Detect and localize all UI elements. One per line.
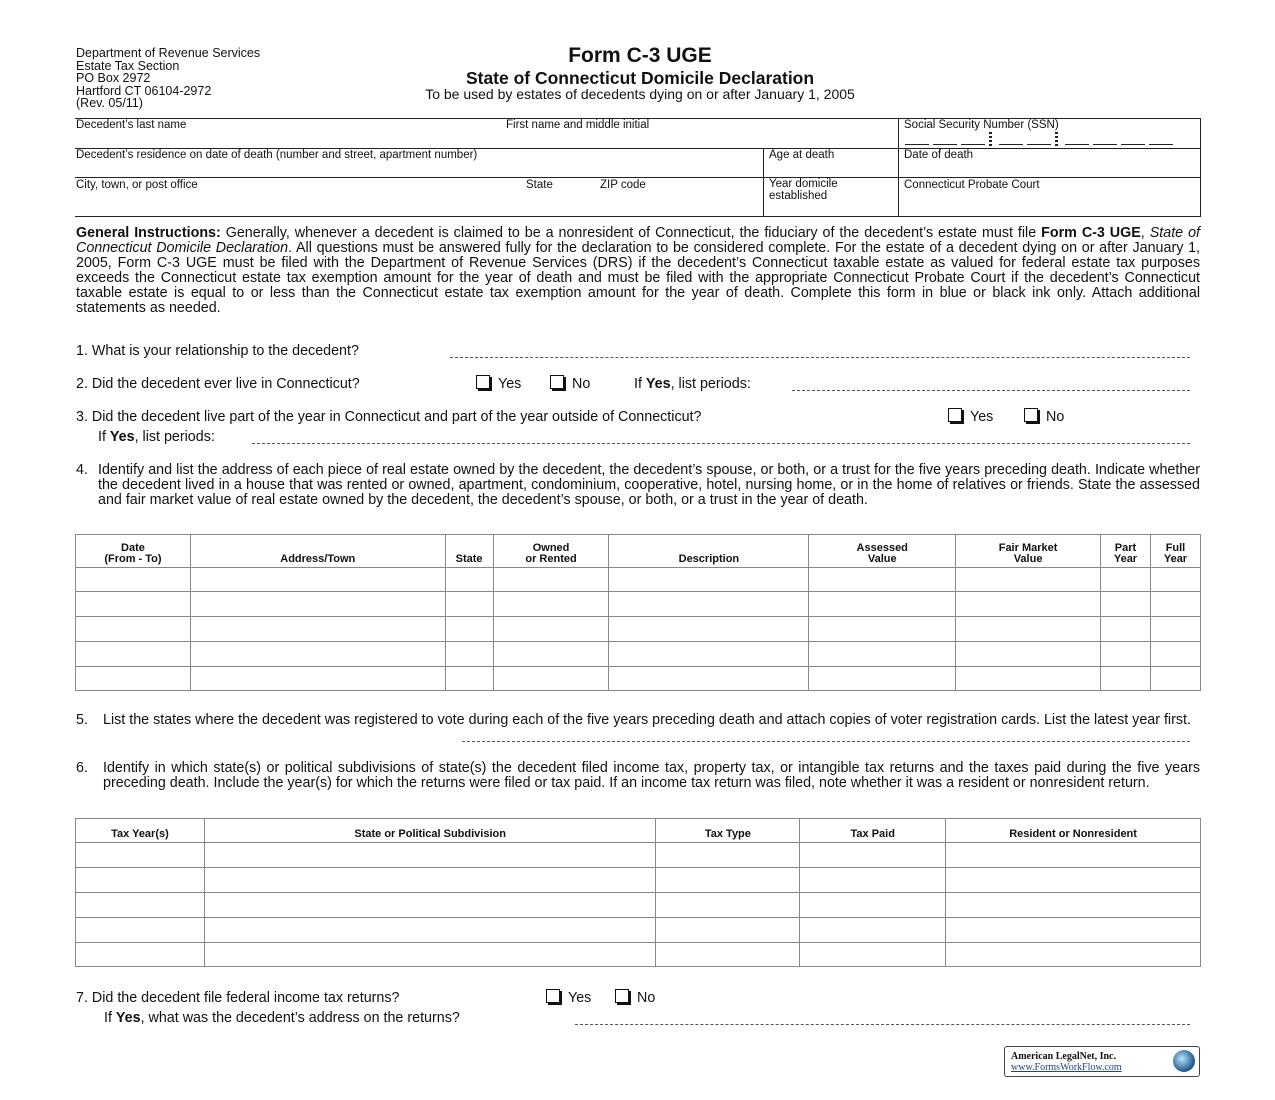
checkbox[interactable] bbox=[615, 989, 629, 1003]
question-2: 2. Did the decedent ever live in Connecticut? bbox=[76, 376, 360, 392]
form-note: To be used by estates of decedents dying on or after January 1, 2005 bbox=[425, 86, 855, 102]
question-6-number: 6. bbox=[76, 760, 88, 776]
q3-if-yes: If Yes, list periods: bbox=[98, 429, 215, 445]
legalnet-logo[interactable] bbox=[1004, 1046, 1200, 1077]
question-6: Identify in which state(s) or political subdivisions of state(s) the decedent filed income tax, property tax, or intangible tax returns and the taxes paid during the five years preceding death. Include the year(s) for which the returns were filed or tax paid. If an income tax return was filed, note whether it was a resident or nonresident return. bbox=[103, 760, 1200, 791]
checkbox[interactable] bbox=[476, 375, 490, 389]
question-5-number: 5. bbox=[76, 712, 88, 728]
col-fair-market-value: Fair Market Value bbox=[956, 535, 1101, 568]
agency-line: Department of Revenue Services bbox=[76, 46, 261, 60]
table-row[interactable] bbox=[76, 592, 1201, 617]
q3-periods-input[interactable] bbox=[252, 443, 1190, 444]
zip-field[interactable]: ZIP code bbox=[600, 179, 646, 191]
table-header-row bbox=[76, 819, 1201, 843]
year-domicile-field[interactable]: Year domicile established bbox=[769, 178, 838, 202]
col-tax-type: Tax Type bbox=[656, 819, 800, 843]
table-row[interactable] bbox=[76, 642, 1201, 667]
box-divider bbox=[898, 118, 899, 216]
globe-icon bbox=[1173, 1050, 1195, 1072]
q7-yes-option[interactable]: Yes bbox=[546, 991, 591, 1006]
col-state-subdivision: State or Political Subdivision bbox=[204, 819, 656, 843]
city-field[interactable]: City, town, or post office bbox=[76, 179, 198, 191]
agency-line: PO Box 2972 bbox=[76, 71, 151, 85]
q2-if-yes: If Yes, list periods: bbox=[634, 376, 751, 392]
federal-address-input[interactable] bbox=[575, 1024, 1190, 1025]
general-instructions: General Instructions: Generally, whenever a decedent is claimed to be a nonresident of Connecticut, the fiduciary of the decedent’s estate must file Form C-3 UGE, State of Connecticut Domicile Declaration. All questions must be answered fully for the declaration to be considered complete. For the estate of a decedent dying on or after January 1, 2005, Form C-3 UGE must be filed with the Department of Revenue Services (DRS) if the decedent’s Connecticut taxable estate as valued for federal estate tax purposes exceeds the Connecticut estate tax exemption amount for the year of death and must be filed with the appropriate Connecticut Probate Court if the decedent’s Connecticut taxable estate is equal to or less than the Connecticut estate tax exemption amount for the year of death. Complete this form in blue or black ink only. Attach additional statements as needed. bbox=[76, 225, 1200, 316]
first-name-field[interactable]: First name and middle initial bbox=[506, 119, 650, 131]
question-5: List the states where the decedent was registered to vote during each of the five years preceding death and attach copies of voter registration cards. List the latest year first. bbox=[103, 712, 1191, 728]
col-owned-rented: Owned or Rented bbox=[493, 535, 609, 568]
table-row[interactable] bbox=[76, 843, 1201, 868]
table-row[interactable] bbox=[76, 617, 1201, 642]
col-part-year: Part Year bbox=[1101, 535, 1151, 568]
col-assessed-value: Assessed Value bbox=[809, 535, 956, 568]
col-state: State bbox=[445, 535, 493, 568]
question-3: 3. Did the decedent live part of the year in Connecticut and part of the year outside of Connecticut? bbox=[76, 409, 702, 425]
box-row-line bbox=[75, 177, 1201, 178]
ssn-field[interactable]: Social Security Number (SSN) bbox=[904, 119, 1059, 131]
logo-name: American LegalNet, Inc. bbox=[1011, 1051, 1116, 1062]
checkbox[interactable] bbox=[546, 989, 560, 1003]
col-date: Date (From - To) bbox=[76, 535, 191, 568]
state-field[interactable]: State bbox=[526, 179, 553, 191]
checkbox[interactable] bbox=[1024, 408, 1038, 422]
table-header-row bbox=[76, 535, 1201, 568]
box-bottom-line bbox=[75, 216, 1201, 217]
q7-if-yes: If Yes, what was the decedent’s address on the returns? bbox=[104, 1010, 460, 1026]
instructions-heading: General Instructions: bbox=[76, 225, 221, 241]
question-4-number: 4. bbox=[76, 462, 88, 478]
form-title: Form C-3 UGE bbox=[568, 44, 712, 67]
date-of-death-field[interactable]: Date of death bbox=[904, 149, 974, 161]
probate-court-field[interactable]: Connecticut Probate Court bbox=[904, 179, 1040, 191]
relationship-input[interactable] bbox=[450, 357, 1190, 358]
box-divider bbox=[1200, 118, 1201, 216]
table-row[interactable] bbox=[76, 893, 1201, 918]
agency-address bbox=[76, 47, 260, 110]
voter-states-input[interactable] bbox=[462, 741, 1190, 742]
agency-line: Hartford CT 06104-2972 bbox=[76, 83, 212, 98]
question-4: Identify and list the address of each piece of real estate owned by the decedent, the decedent’s spouse, or both, or a trust for the five years preceding death. Indicate whether the decedent lived in a house that was rented or owned, apartment, condominium, cooperative, hotel, nursing home, or in the home of relatives or friends. State the assessed and fair market value of real estate owned by the decedent, the decedent’s spouse, or both, or a trust in the year of death. bbox=[98, 462, 1200, 508]
real-estate-table bbox=[75, 534, 1201, 691]
revision-date: (Rev. 05/11) bbox=[76, 96, 143, 110]
q3-yes-option[interactable]: Yes bbox=[948, 410, 993, 425]
q2-yes-option[interactable]: Yes bbox=[476, 377, 521, 392]
last-name-field[interactable]: Decedent’s last name bbox=[76, 119, 187, 131]
table-row[interactable] bbox=[76, 918, 1201, 943]
logo-link[interactable]: www.FormsWorkFlow.com bbox=[1011, 1062, 1122, 1073]
checkbox[interactable] bbox=[948, 408, 962, 422]
table-row[interactable] bbox=[76, 943, 1201, 967]
form-subtitle: State of Connecticut Domicile Declaration bbox=[465, 68, 815, 88]
question-7: 7. Did the decedent file federal income tax returns? bbox=[76, 990, 400, 1006]
q7-no-option[interactable]: No bbox=[615, 991, 655, 1006]
agency-line: Estate Tax Section bbox=[76, 58, 180, 73]
residence-field[interactable]: Decedent’s residence on date of death (number and street, apartment number) bbox=[76, 149, 478, 161]
question-1: 1. What is your relationship to the decedent? bbox=[76, 343, 359, 359]
q2-no-option[interactable]: No bbox=[550, 377, 590, 392]
col-description: Description bbox=[609, 535, 809, 568]
col-resident-status: Resident or Nonresident bbox=[946, 819, 1201, 843]
ssn-input[interactable] bbox=[905, 132, 1175, 148]
col-full-year: Full Year bbox=[1150, 535, 1200, 568]
col-address: Address/Town bbox=[190, 535, 445, 568]
q3-no-option[interactable]: No bbox=[1024, 410, 1064, 425]
age-at-death-field[interactable]: Age at death bbox=[769, 149, 835, 161]
table-row[interactable] bbox=[76, 568, 1201, 592]
q2-periods-input[interactable] bbox=[792, 390, 1190, 391]
tax-returns-table bbox=[75, 818, 1201, 967]
box-divider bbox=[763, 148, 764, 216]
col-tax-year: Tax Year(s) bbox=[76, 819, 205, 843]
col-tax-paid: Tax Paid bbox=[800, 819, 946, 843]
checkbox[interactable] bbox=[550, 375, 564, 389]
table-row[interactable] bbox=[76, 868, 1201, 893]
table-row[interactable] bbox=[76, 667, 1201, 691]
